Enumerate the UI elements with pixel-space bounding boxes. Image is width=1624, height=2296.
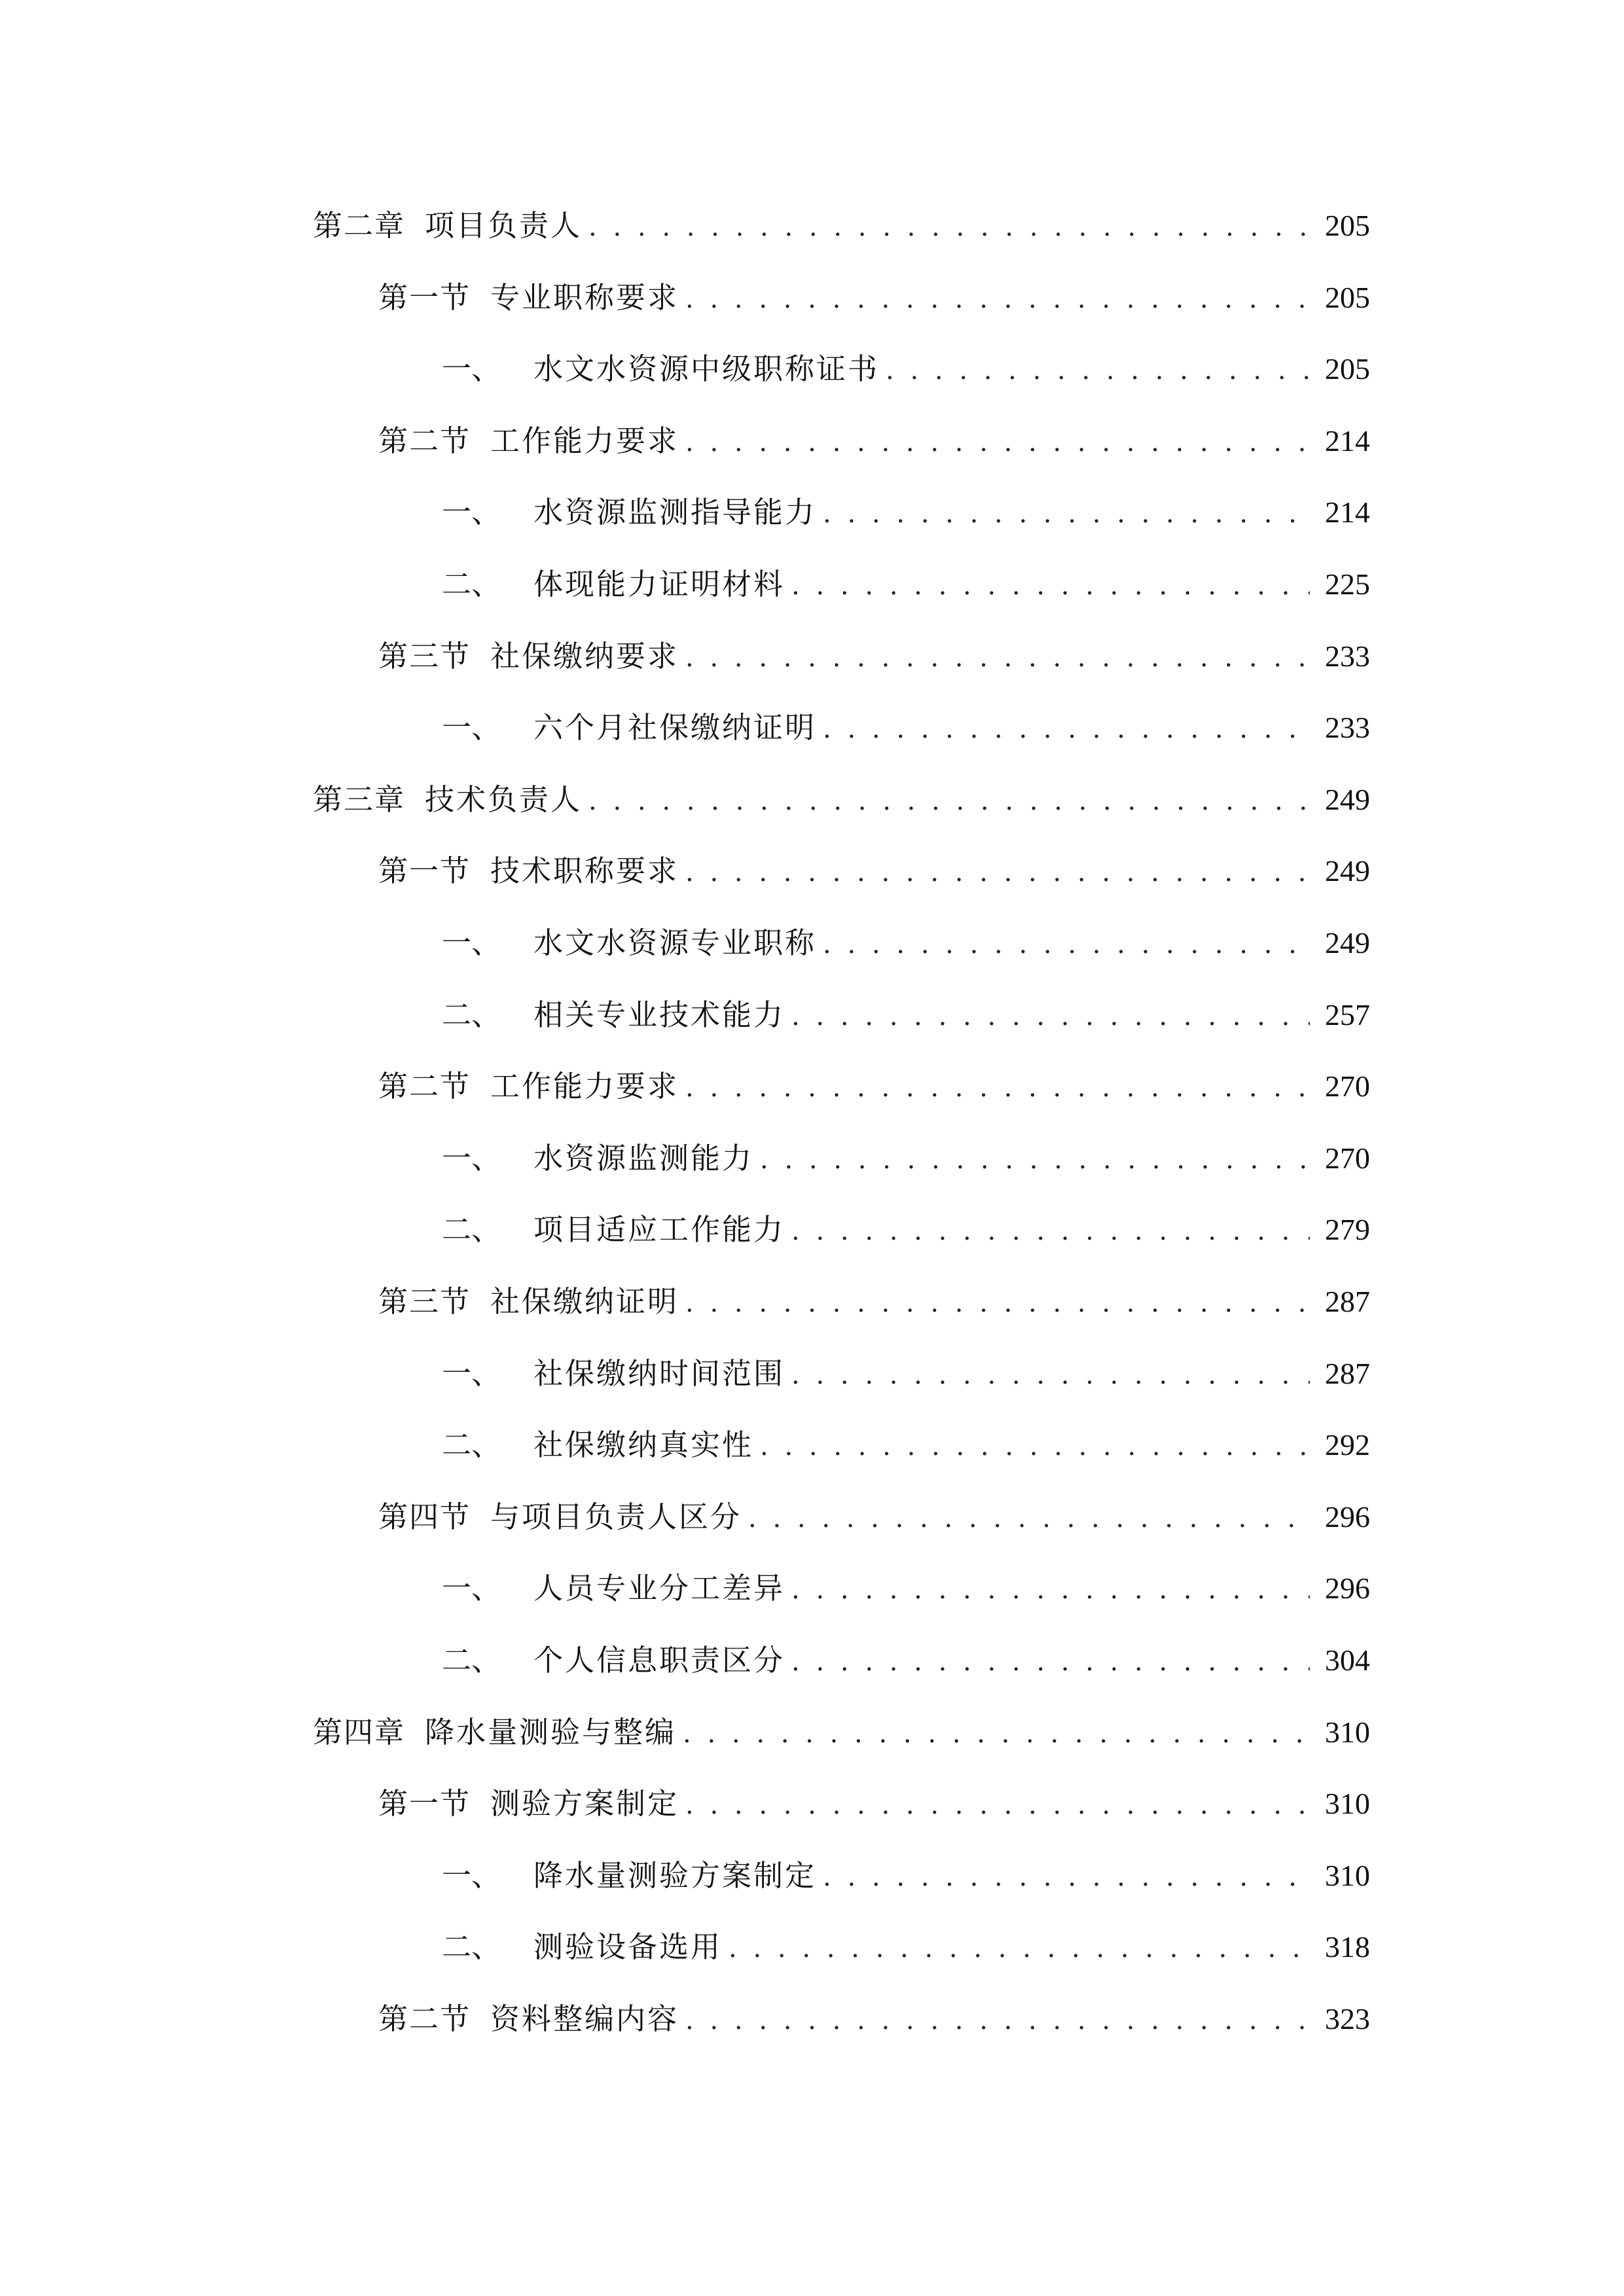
toc-entry-number: 第三章: [313, 782, 406, 817]
toc-entry-page-number: 249: [1325, 854, 1370, 888]
toc-entry-page-number: 225: [1325, 567, 1370, 601]
toc-entry-page-number: 270: [1325, 1069, 1370, 1103]
toc-entry-title: 测验方案制定: [490, 1786, 679, 1821]
toc-entry-page-number: 310: [1325, 1715, 1370, 1749]
toc-entry-title: 资料整编内容: [490, 2001, 679, 2036]
toc-dot-leader: [685, 632, 1310, 684]
toc-entry-title: 专业职称要求: [490, 280, 679, 315]
toc-entry-page-number: 287: [1325, 1285, 1370, 1318]
toc-entry[interactable]: [313, 774, 1370, 826]
toc-dot-leader: [685, 416, 1310, 469]
toc-dot-leader: [685, 1062, 1310, 1114]
toc-entry-page-number: 214: [1325, 495, 1370, 529]
toc-dot-leader: [791, 560, 1310, 612]
toc-entry-page-number: 296: [1325, 1571, 1370, 1605]
toc-entry-title: 降水量测验方案制定: [533, 1858, 817, 1893]
toc-entry-page-number: 304: [1325, 1643, 1370, 1677]
toc-entry[interactable]: [313, 200, 1370, 252]
toc-entry-number: 二、: [442, 1427, 501, 1462]
toc-entry-number: 二、: [442, 997, 501, 1032]
toc-entry-title: 个人信息职责区分: [533, 1643, 785, 1677]
toc-entry-number: 二、: [442, 1643, 501, 1677]
toc-entry-number: 一、: [442, 1141, 501, 1175]
toc-entry[interactable]: [442, 1132, 1370, 1185]
toc-entry-title: 六个月社保缴纳证明: [533, 710, 817, 745]
toc-entry-number: 第一节: [378, 280, 471, 315]
toc-entry-number: 第二章: [313, 208, 406, 243]
toc-entry-title: 项目负责人: [425, 208, 583, 243]
toc-dot-leader: [791, 1205, 1310, 1257]
toc-dot-leader: [791, 1564, 1310, 1616]
toc-dot-leader: [685, 846, 1310, 899]
toc-dot-leader: [760, 1134, 1310, 1186]
toc-entry-number: 第三节: [378, 1284, 471, 1319]
toc-entry-title: 社保缴纳要求: [490, 639, 679, 673]
toc-entry[interactable]: [313, 1706, 1370, 1759]
toc-entry-number: 第一节: [378, 853, 471, 888]
toc-entry-page-number: 205: [1325, 352, 1370, 386]
toc-entry-page-number: 233: [1325, 639, 1370, 673]
toc-entry-page-number: 310: [1325, 1859, 1370, 1892]
toc-dot-leader: [760, 1420, 1310, 1473]
toc-dot-leader: [791, 1349, 1310, 1401]
toc-dot-leader: [729, 1922, 1310, 1975]
toc-entry[interactable]: [442, 343, 1370, 395]
toc-entry-title: 与项目负责人区分: [490, 1499, 742, 1534]
toc-entry-title: 人员专业分工差异: [533, 1571, 785, 1605]
toc-entry[interactable]: [378, 415, 1370, 467]
toc-entry-number: 第一节: [378, 1786, 471, 1821]
toc-entry-page-number: 233: [1325, 711, 1370, 744]
toc-entry[interactable]: [378, 1778, 1370, 1830]
toc-entry[interactable]: [442, 486, 1370, 539]
toc-entry[interactable]: [378, 845, 1370, 897]
toc-entry-number: 第三节: [378, 639, 471, 673]
toc-entry-number: 一、: [442, 351, 501, 386]
toc-entry-number: 第四节: [378, 1499, 471, 1534]
toc-entry-title: 社保缴纳时间范围: [533, 1356, 785, 1391]
toc-dot-leader: [823, 1851, 1310, 1903]
toc-dot-leader: [685, 1277, 1310, 1329]
toc-entry[interactable]: [378, 1060, 1370, 1113]
toc-dot-leader: [748, 1492, 1310, 1545]
toc-entry-number: 二、: [442, 1929, 501, 1964]
toc-entry-number: 一、: [442, 495, 501, 529]
toc-entry[interactable]: [378, 1993, 1370, 2045]
toc-entry-title: 水文水资源专业职称: [533, 925, 817, 960]
toc-entry-number: 一、: [442, 925, 501, 960]
toc-entry-title: 测验设备选用: [533, 1929, 723, 1964]
toc-entry-page-number: 287: [1325, 1357, 1370, 1390]
toc-entry-title: 工作能力要求: [490, 423, 679, 458]
toc-entry-title: 体现能力证明材料: [533, 567, 785, 601]
toc-entry[interactable]: [442, 917, 1370, 969]
toc-entry-page-number: 249: [1325, 783, 1370, 816]
toc-entry-page-number: 205: [1325, 209, 1370, 242]
toc-entry[interactable]: [378, 1491, 1370, 1543]
toc-entry[interactable]: [442, 989, 1370, 1041]
toc-entry[interactable]: [442, 1348, 1370, 1400]
toc-entry[interactable]: [442, 1204, 1370, 1256]
toc-entry-title: 相关专业技术能力: [533, 997, 785, 1032]
toc-entry-page-number: 214: [1325, 424, 1370, 457]
toc-entry-page-number: 249: [1325, 926, 1370, 960]
toc-dot-leader: [588, 201, 1310, 253]
toc-entry-title: 水资源监测能力: [533, 1141, 754, 1175]
toc-entry-number: 第二节: [378, 2001, 471, 2036]
toc-entry-title: 水文水资源中级职称证书: [533, 351, 880, 386]
toc-entry-page-number: 310: [1325, 1787, 1370, 1820]
toc-entry-number: 二、: [442, 567, 501, 601]
toc-entry-number: 第二节: [378, 1069, 471, 1103]
toc-entry[interactable]: [442, 1562, 1370, 1615]
toc-entry-number: 第二节: [378, 423, 471, 458]
toc-entry-title: 社保缴纳证明: [490, 1284, 679, 1319]
toc-entry-title: 水资源监测指导能力: [533, 495, 817, 529]
toc-dot-leader: [791, 990, 1310, 1043]
toc-entry-title: 技术职称要求: [490, 853, 679, 888]
toc-dot-leader: [823, 703, 1310, 755]
toc-entry-title: 技术负责人: [425, 782, 583, 817]
toc-entry-number: 一、: [442, 1858, 501, 1893]
toc-entry-title: 项目适应工作能力: [533, 1212, 785, 1247]
toc-entry[interactable]: [378, 630, 1370, 683]
toc-entry-number: 一、: [442, 1571, 501, 1605]
toc-entry-number: 一、: [442, 1356, 501, 1391]
toc-entry-page-number: 279: [1325, 1213, 1370, 1246]
toc-entry-page-number: 318: [1325, 1930, 1370, 1964]
toc-entry-number: 第四章: [313, 1715, 406, 1749]
toc-entry[interactable]: [442, 1850, 1370, 1902]
toc-entry[interactable]: [378, 1276, 1370, 1328]
toc-entry[interactable]: [378, 272, 1370, 324]
toc-entry-page-number: 292: [1325, 1428, 1370, 1462]
toc-dot-leader: [685, 1779, 1310, 1831]
toc-dot-leader: [791, 1636, 1310, 1688]
toc-dot-leader: [588, 775, 1310, 827]
toc-entry-number: 二、: [442, 1212, 501, 1247]
toc-entry-title: 降水量测验与整编: [425, 1715, 677, 1749]
toc-entry[interactable]: [442, 1419, 1370, 1471]
toc-entry-title: 社保缴纳真实性: [533, 1427, 754, 1462]
toc-dot-leader: [685, 1994, 1310, 2047]
toc-dot-leader: [886, 344, 1310, 397]
toc-dot-leader: [823, 918, 1310, 971]
toc-entry-page-number: 257: [1325, 998, 1370, 1031]
toc-entry-page-number: 323: [1325, 2002, 1370, 2036]
toc-entry-title: 工作能力要求: [490, 1069, 679, 1103]
toc-entry-page-number: 205: [1325, 281, 1370, 314]
toc-entry-page-number: 296: [1325, 1500, 1370, 1534]
toc-entry[interactable]: [442, 558, 1370, 611]
toc-entry[interactable]: [442, 1634, 1370, 1687]
toc-dot-leader: [823, 488, 1310, 540]
toc-entry[interactable]: [442, 702, 1370, 754]
toc-entry-number: 一、: [442, 710, 501, 745]
toc-entry[interactable]: [442, 1921, 1370, 1973]
toc-entry-page-number: 270: [1325, 1141, 1370, 1175]
toc-dot-leader: [683, 1708, 1310, 1760]
toc-dot-leader: [685, 273, 1310, 325]
